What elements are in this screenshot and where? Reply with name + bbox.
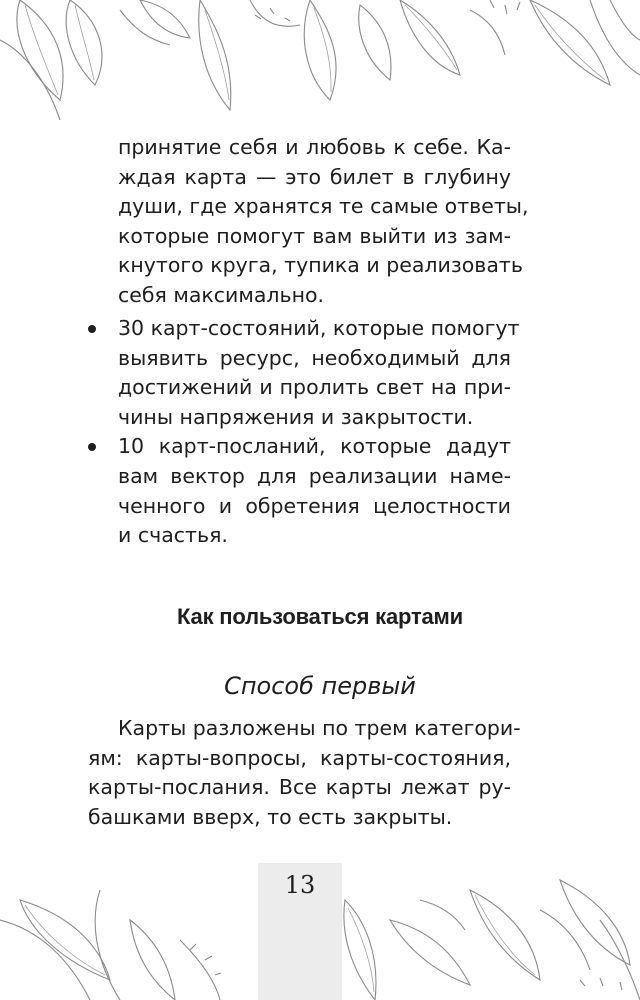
- card-types-list: [88, 314, 520, 551]
- text-line: выявить ресурс, необходимый для: [118, 345, 511, 370]
- method-paragraph: [88, 714, 521, 832]
- text-line: чины напряжения и закрытости.: [118, 404, 474, 429]
- text-line: ченного и обретения целостности: [118, 493, 511, 518]
- intro-paragraph: [118, 133, 529, 311]
- text-line: достижений и пролить свет на при-: [118, 375, 511, 400]
- list-item: [88, 432, 511, 550]
- text-line: башками вверх, то есть закрыты.: [88, 804, 453, 829]
- text-line: принятие себя и любовь к себе. Ка-: [118, 135, 511, 159]
- sub-heading: Способ первый: [224, 672, 416, 700]
- list-item: [88, 314, 520, 432]
- section-heading: Как пользоваться картами: [177, 604, 463, 629]
- text-line: вам вектор для реализации наме-: [118, 463, 511, 488]
- page-number: 13: [284, 871, 316, 899]
- text-line: ям: карты-вопросы, карты-состояния,: [88, 745, 511, 770]
- text-line: ждая карта — это билет в глубину: [118, 164, 511, 189]
- text-line: 30 карт-состояний, которые помогут: [118, 316, 520, 340]
- bullet-icon: [88, 443, 96, 451]
- bullet-icon: [88, 325, 96, 333]
- text-line: Карты разложены по трем категори-: [118, 716, 521, 740]
- text-line: карты-послания. Все карты лежат ру-: [88, 775, 511, 800]
- page-number-box: [258, 863, 342, 1000]
- text-line: 10 карт-посланий, которые дадут: [118, 434, 511, 459]
- text-line: и счастья.: [118, 523, 228, 548]
- text-line: которые помогут вам выйти из зам-: [118, 223, 511, 248]
- text-line: души, где хранятся те самые ответы,: [118, 194, 529, 219]
- text-line: кнутого круга, тупика и реализовать: [118, 253, 523, 278]
- floral-ornament-top: [0, 0, 640, 120]
- text-line: себя максимально.: [118, 282, 325, 307]
